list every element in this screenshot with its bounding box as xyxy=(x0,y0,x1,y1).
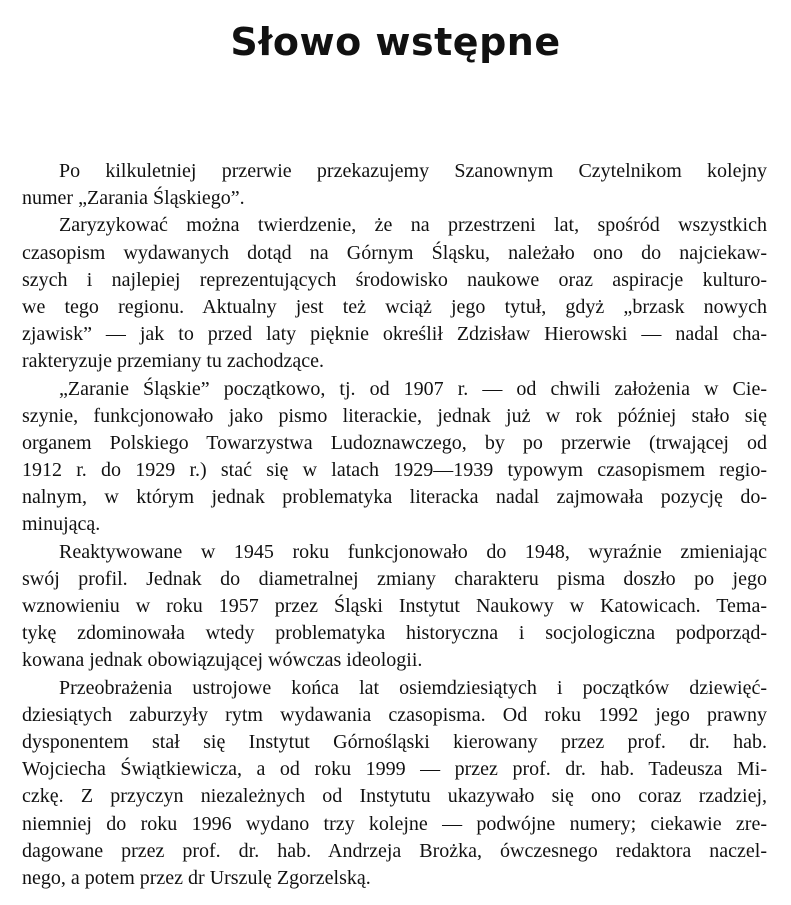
text-line: tykę zdominowała wtedy problematyka historyczna i socjologiczna podporząd- xyxy=(22,622,767,645)
text-line: nalnym, w którym jednak problematyka literacka nadal zajmowała pozycję do- xyxy=(22,486,767,509)
text-line: swój profil. Jednak do diametralnej zmiany charakteru pisma doszło po jego xyxy=(22,567,767,590)
text-line: dysponentem stał się Instytut Górnośląski kierowany przez prof. dr. hab. xyxy=(22,730,767,753)
text-line: szych i najlepiej reprezentujących środowisko naukowe oraz aspiracje kulturo- xyxy=(22,268,767,291)
page-title: Słowo wstępne xyxy=(230,20,561,64)
body-text xyxy=(22,158,767,892)
paragraph xyxy=(22,539,767,675)
text-line: niemniej do roku 1996 wydano trzy kolejne — podwójne numery; ciekawie zre- xyxy=(22,812,767,835)
paragraph xyxy=(22,212,767,375)
text-line: Po kilkuletniej przerwie przekazujemy Szanownym Czytelnikom kolejny xyxy=(59,160,767,182)
text-line: numer „Zarania Śląskiego”. xyxy=(22,187,245,210)
text-line: rakteryzuje przemiany tu zachodzące. xyxy=(22,350,325,373)
text-line: organem Polskiego Towarzystwa Ludoznawczego, by po przerwie (trwającej od xyxy=(22,431,767,454)
text-line: szynie, funkcjonowało jako pismo literackie, jednak już w rok później stało się xyxy=(22,404,767,427)
text-line: Przeobrażenia ustrojowe końca lat osiemdziesiątych i początków dziewięć- xyxy=(59,676,767,699)
text-line: minującą. xyxy=(22,513,101,536)
text-line: czasopism wydawanych dotąd na Górnym Śląsku, należało ono do najciekaw- xyxy=(22,241,767,264)
text-line: kowana jednak obowiązującej wówczas ideologii. xyxy=(22,649,423,672)
text-line: 1912 r. do 1929 r.) stać się w latach 1929—1939 typowym czasopismem regio- xyxy=(22,459,767,482)
paragraph xyxy=(22,675,767,893)
text-line: Reaktywowane w 1945 roku funkcjonowało do 1948, wyraźnie zmieniając xyxy=(59,540,767,563)
text-line: czkę. Z przyczyn niezależnych od Instytutu ukazywało się ono coraz rzadziej, xyxy=(22,785,767,808)
text-line: wznowieniu w roku 1957 przez Śląski Instytut Naukowy w Katowicach. Tema- xyxy=(22,595,767,617)
text-line: we tego regionu. Aktualny jest też wciąż jego tytuł, gdyż „brzask nowych xyxy=(22,295,767,318)
text-line: „Zaranie Śląskie” początkowo, tj. od 1907 r. — od chwili założenia w Cie- xyxy=(59,377,767,400)
text-line: nego, a potem przez dr Urszulę Zgorzelską. xyxy=(22,866,371,889)
text-line: Wojciecha Świątkiewicza, a od roku 1999 — przez prof. dr. hab. Tadeusza Mi- xyxy=(22,758,767,781)
text-line: zjawisk” — jak to przed laty pięknie określił Zdzisław Hierowski — nadal cha- xyxy=(22,323,767,346)
paragraph xyxy=(22,376,767,539)
text-line: dagowane przez prof. dr. hab. Andrzeja Brożka, ówczesnego redaktora naczel- xyxy=(22,839,767,862)
text-line: dziesiątych zaburzyły rytm wydawania czasopisma. Od roku 1992 jego prawny xyxy=(22,703,767,726)
text-line: Zaryzykować można twierdzenie, że na przestrzeni lat, spośród wszystkich xyxy=(59,214,767,237)
paragraph xyxy=(22,158,767,212)
